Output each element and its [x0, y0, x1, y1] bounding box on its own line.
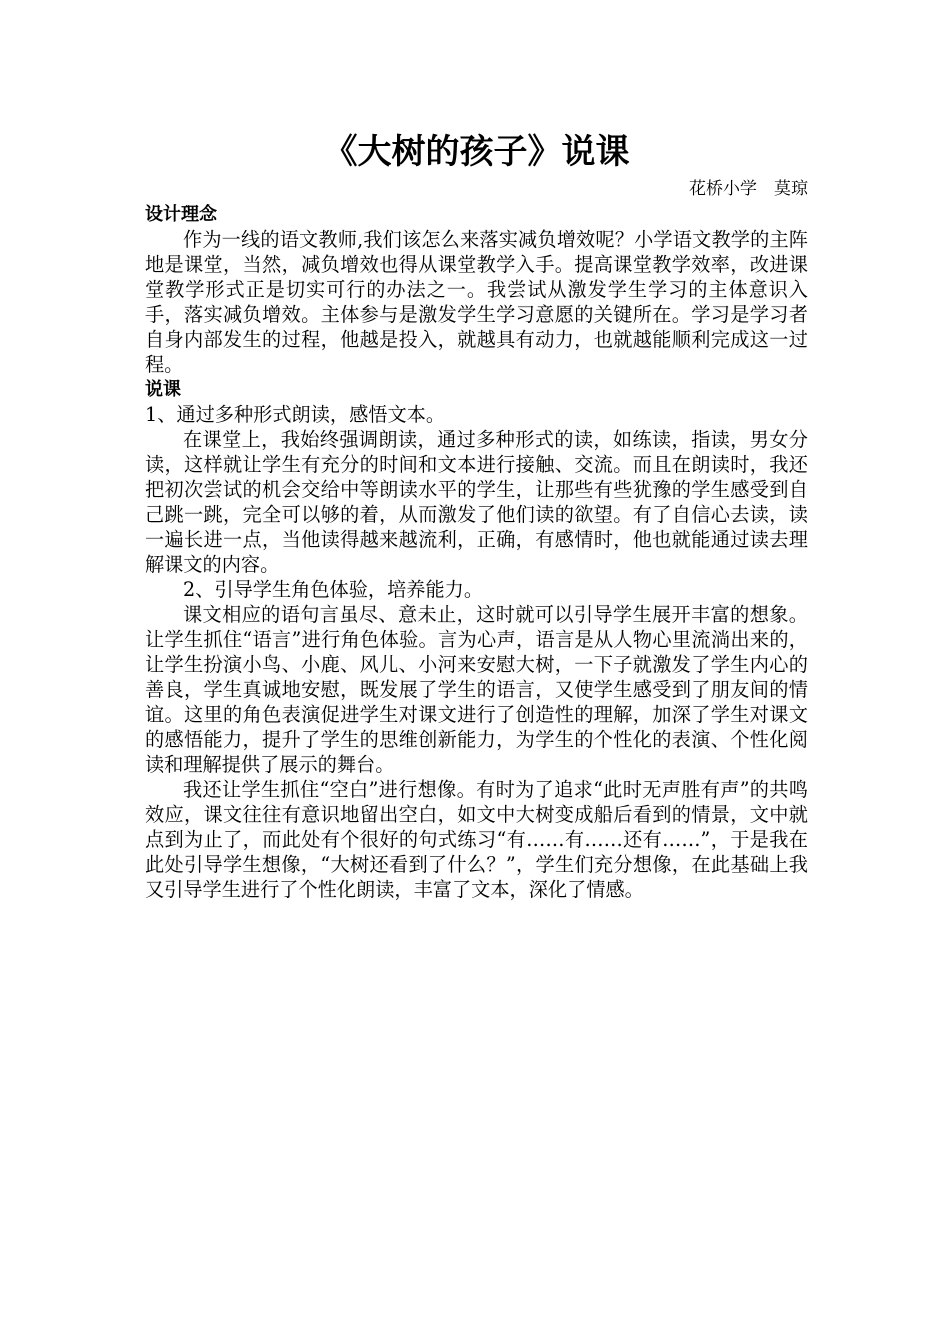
section-heading-lecture: 说课 — [145, 379, 181, 400]
point-1-paragraph: 在课堂上，我始终强调朗读，通过多种形式的读，如练读，指读，男女分读，这样就让学生有充分的时间和文本进行接触、交流。而且在朗读时，我还把初次尝试的机会交给中等朗读水平的学生，让那些有些犹豫的学生感受到自己跳一跳，完全可以够的着，从而激发了他们读的欲望。有了自信心去读，读一遍长进一点，当他读得越来越流利，正确，有感情时，他也就能通过读去理解课文的内容。 — [145, 428, 808, 576]
point-2-paragraph: 课文相应的语句言虽尽、意未止，这时就可以引导学生展开丰富的想象。让学生抓住“语言”进行角色体验。言为心声，语言是从人物心里流淌出来的，让学生扮演小鸟、小鹿、风儿、小河来安慰大树，一下子就激发了学生内心的善良，学生真诚地安慰，既发展了学生的语言，又使学生感受到了朋友间的情谊。这里的角色表演促进学生对课文进行了创造性的理解，加深了学生对课文的感悟能力，提升了学生的思维创新能力，为学生的个性化的表演、个性化阅读和理解提供了展示的舞台。 — [145, 603, 808, 776]
design-concept-paragraph: 作为一线的语文教师,我们该怎么来落实减负增效呢？小学语文教学的主阵地是课堂，当然，减负增效也得从课堂教学入手。提高课堂教学效率，改进课堂教学形式正是切实可行的办法之一。我尝试从激发学生学习的主体意识入手，落实减负增效。主体参与是激发学生学习意愿的关键所在。学习是学习者自身内部发生的过程，他越是投入，就越具有动力，也就越能顺利完成这一过程。 — [145, 228, 808, 376]
point-1-heading: 1、通过多种形式朗读，感悟文本。 — [145, 403, 446, 426]
document-title: 《大树的孩子》说课 — [323, 132, 630, 172]
author-line: 花桥小学 莫琼 — [689, 179, 808, 199]
section-heading-design-concept: 设计理念 — [145, 204, 217, 225]
point-2-heading: 2、引导学生角色体验，培养能力。 — [183, 578, 484, 601]
blank-imagination-paragraph: 我还让学生抓住“空白”进行想像。有时为了追求“此时无声胜有声”的共鸣效应，课文往往有意识地留出空白，如文中大树变成船后看到的情景，文中就点到为止了，而此处有个很好的句式练习“有……有……还有……”，于是我在此处引导学生想像，“大树还看到了什么？”，学生们充分想像，在此基础上我又引导学生进行了个性化朗读，丰富了文本，深化了情感。 — [145, 778, 808, 901]
document-page — [145, 128, 808, 902]
